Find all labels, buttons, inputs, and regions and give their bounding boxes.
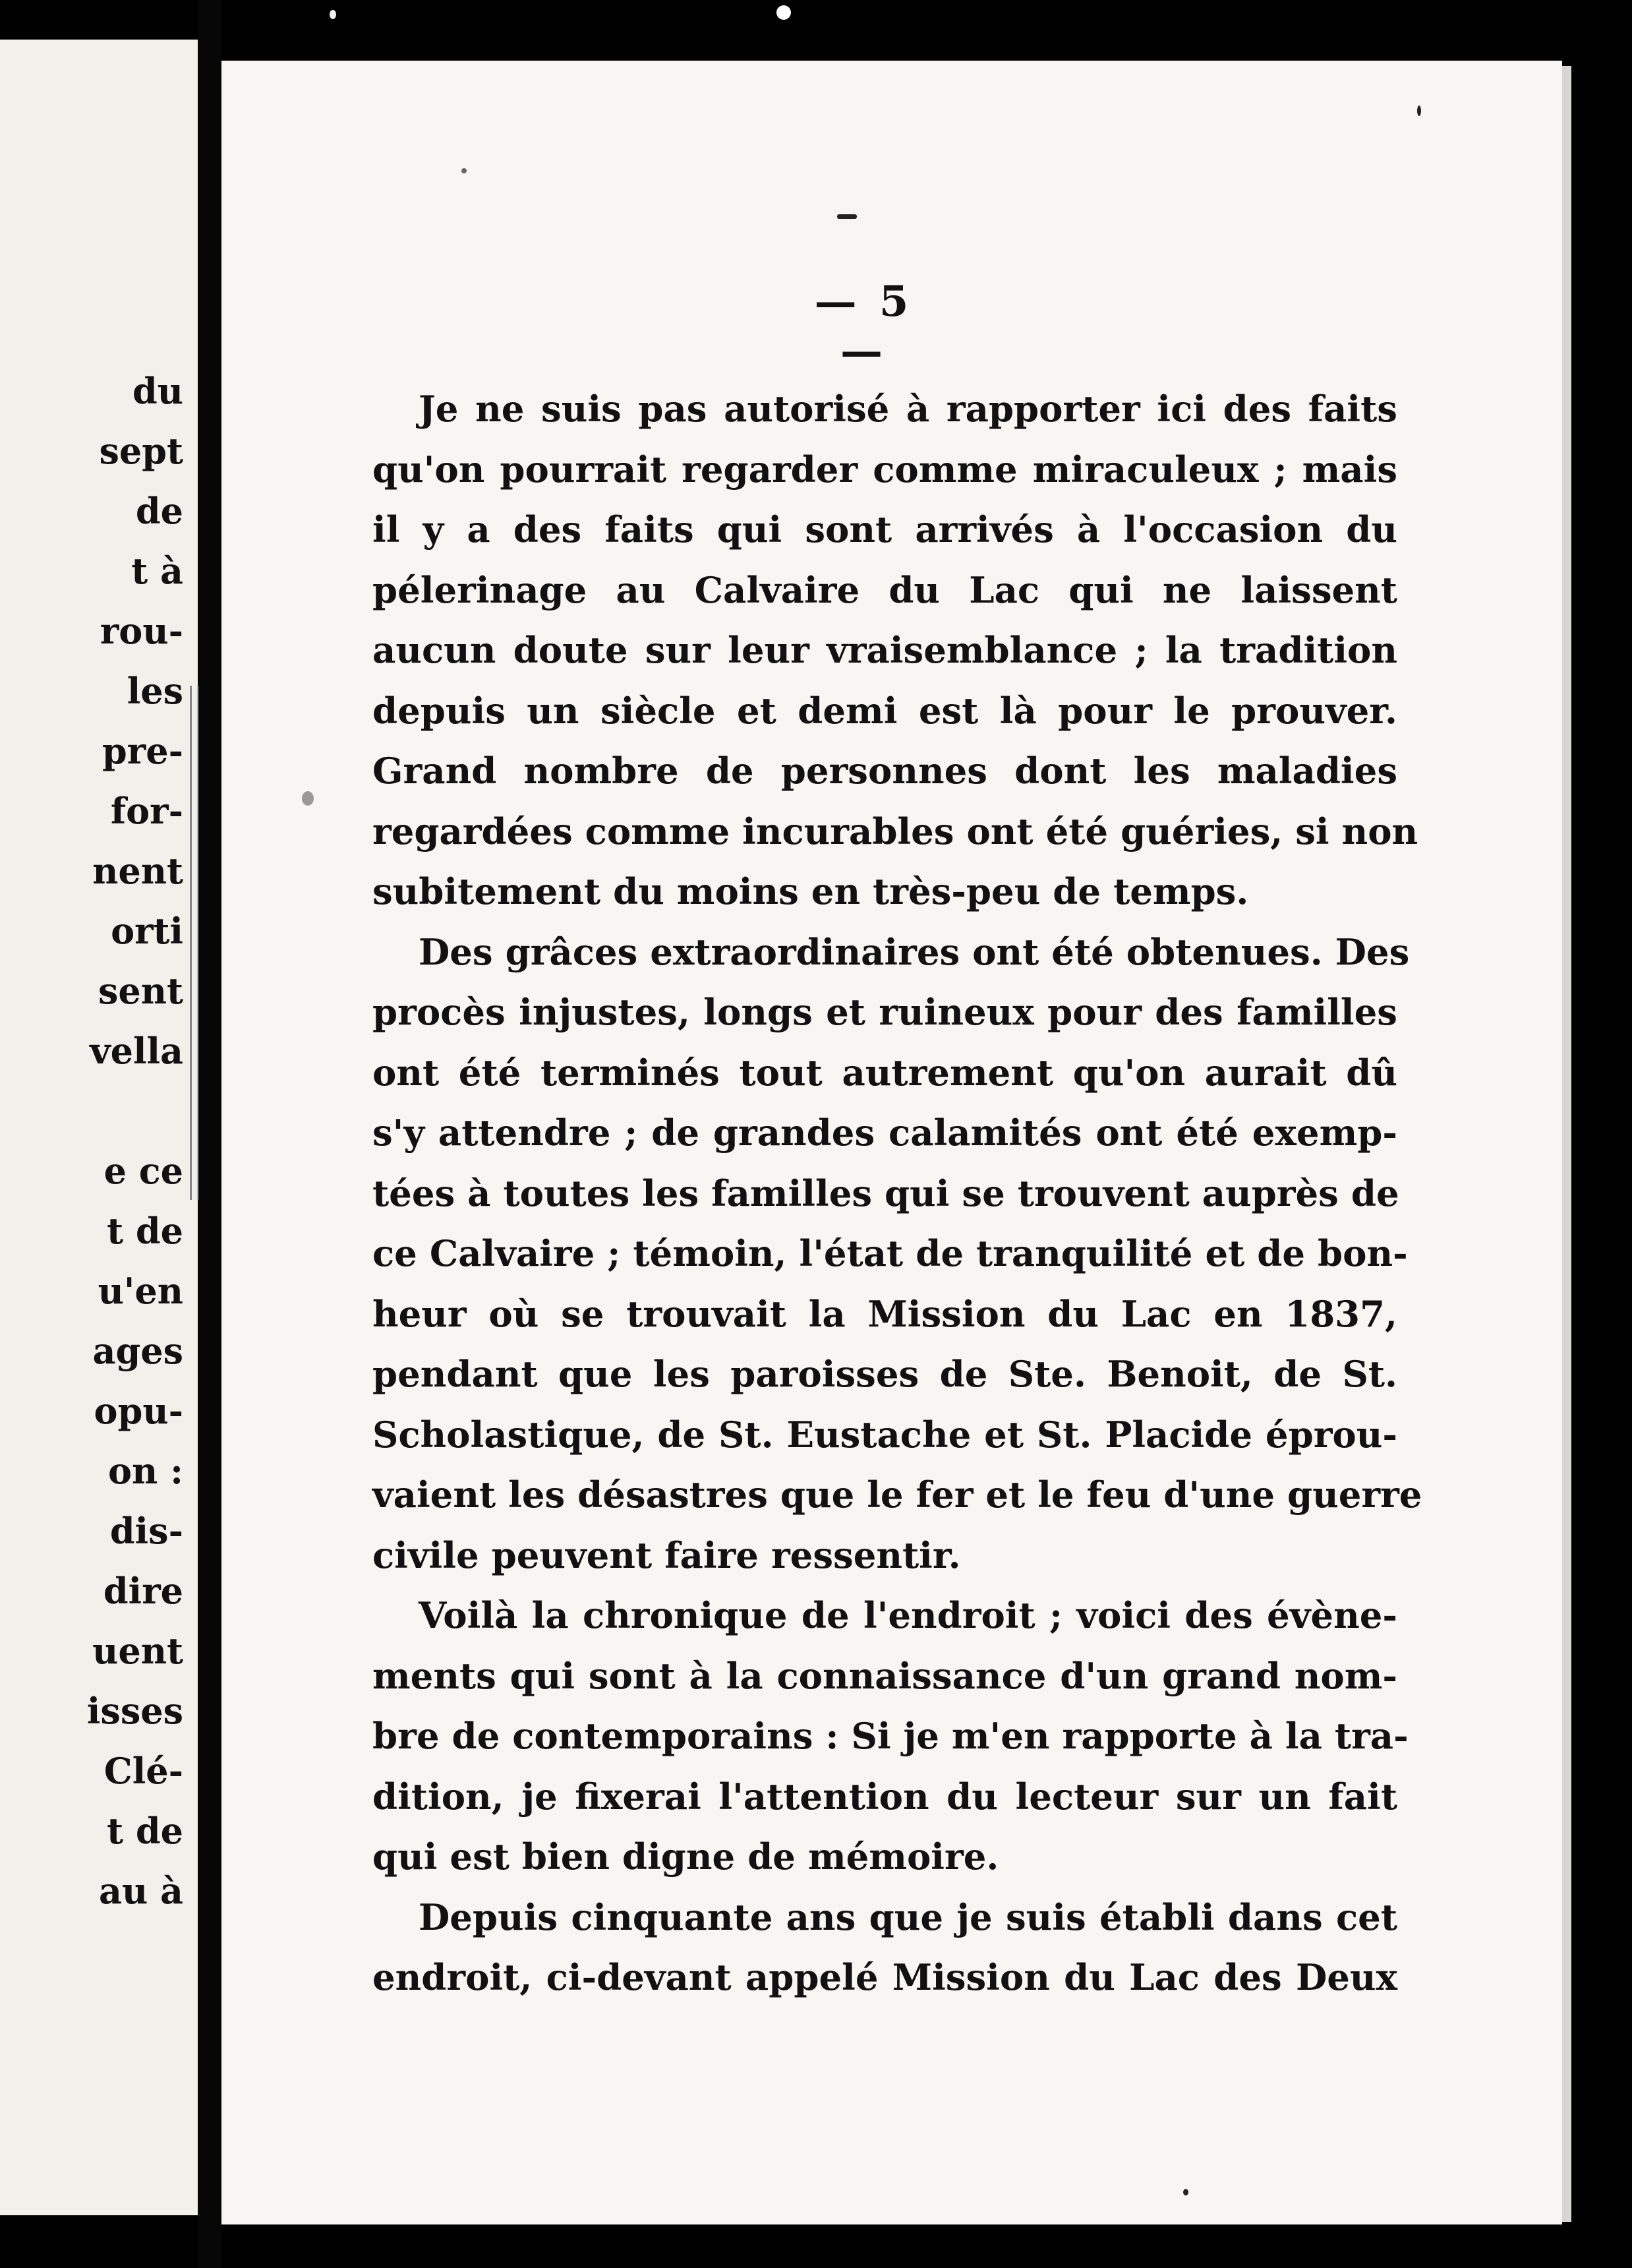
- left-fragment-line: dis-: [109, 1510, 183, 1552]
- text-line: pendant que les paroisses de Ste. Benoit, de St.: [372, 1353, 1397, 1395]
- text-line: Je ne suis pas autorisé à rapporter ici des faits: [419, 388, 1397, 430]
- text-line: Voilà la chronique de l'endroit ; voici des évène-: [419, 1594, 1397, 1636]
- left-fragment-line: les: [127, 670, 183, 712]
- text-line: vaient les désastres que le fer et le feu d'une guerre: [372, 1474, 1422, 1516]
- left-fragment-line: au à: [98, 1870, 183, 1912]
- text-line: Grand nombre de personnes dont les maladies: [372, 750, 1397, 792]
- left-fragment-line: sent: [98, 970, 183, 1012]
- left-fragment-line: vella: [90, 1030, 183, 1072]
- dust-speck: [330, 10, 336, 19]
- left-fragment-line: nent: [92, 850, 183, 892]
- text-line: endroit, ci-devant appelé Mission du Lac des Deux: [372, 1956, 1397, 1998]
- dust-speck: [1183, 2189, 1188, 2195]
- left-fragment-line: pre-: [102, 730, 183, 772]
- text-line: pélerinage au Calvaire du Lac qui ne laissent: [372, 568, 1397, 611]
- page-number: — 5 —: [814, 277, 913, 376]
- text-line: regardées comme incurables ont été guéries, si non: [372, 810, 1418, 852]
- left-fragment-line: rou-: [100, 610, 183, 652]
- text-line: ments qui sont à la connaissance d'un grand nom-: [372, 1654, 1397, 1697]
- text-line: depuis un siècle et demi est là pour le prouver.: [372, 689, 1397, 732]
- text-line: Scholastique, de St. Eustache et St. Placide éprou-: [372, 1413, 1397, 1456]
- left-fragment-line: Clé-: [103, 1750, 183, 1792]
- left-page-text-fragments: [0, 361, 183, 1921]
- left-fragment-line: [0, 1081, 183, 1141]
- left-fragment-line: u'en: [98, 1270, 183, 1312]
- text-line: qu'on pourrait regarder comme miraculeux ; mais: [372, 448, 1397, 491]
- left-fragment-line: sept: [99, 430, 183, 472]
- left-fragment-line: opu-: [94, 1390, 183, 1432]
- left-fragment-line: e ce: [103, 1150, 183, 1192]
- left-fragment-line: on :: [107, 1450, 183, 1492]
- body-text: [372, 379, 1422, 2008]
- text-line: Des grâces extraordinaires ont été obtenues. Des: [419, 930, 1410, 973]
- left-fragment-line: dire: [103, 1570, 183, 1612]
- text-line: qui est bien digne de mémoire.: [372, 1835, 999, 1878]
- text-line: il y a des faits qui sont arrivés à l'occasion du: [372, 508, 1397, 551]
- page-edge: [1562, 66, 1571, 2222]
- book-gutter: [198, 0, 221, 2268]
- left-fragment-line: uent: [92, 1630, 183, 1672]
- left-fragment-line: du: [132, 370, 183, 412]
- left-fragment-line: t de: [107, 1810, 183, 1852]
- text-line: tées à toutes les familles qui se trouvent auprès de: [372, 1172, 1399, 1214]
- text-line: dition, je fixerai l'attention du lecteur sur un fait: [372, 1775, 1397, 1818]
- text-line: bre de contemporains : Si je m'en rapporte à la tra-: [372, 1715, 1409, 1757]
- left-fragment-line: t de: [107, 1210, 183, 1252]
- dust-speck: [302, 791, 314, 806]
- text-line: civile peuvent faire ressentir.: [372, 1534, 961, 1576]
- left-fragment-line: for-: [110, 790, 183, 832]
- dust-speck: [461, 168, 467, 173]
- left-fragment-line: de: [135, 490, 183, 532]
- text-line: procès injustes, longs et ruineux pour des familles: [372, 991, 1397, 1033]
- dust-speck: [1417, 105, 1421, 116]
- left-fragment-line: isses: [86, 1690, 183, 1732]
- text-line: subitement du moins en très-peu de temps.: [372, 870, 1249, 912]
- dust-speck: [776, 5, 791, 20]
- text-line: ce Calvaire ; témoin, l'état de tranquilité et de bon-: [372, 1232, 1408, 1274]
- text-line: s'y attendre ; de grandes calamités ont été exemp-: [372, 1112, 1397, 1154]
- dust-speck: [837, 214, 857, 219]
- text-line: heur où se trouvait la Mission du Lac en 1837,: [372, 1292, 1397, 1335]
- left-fragment-line: t à: [131, 550, 183, 592]
- left-fragment-line: ages: [92, 1330, 183, 1372]
- text-line: ont été terminés tout autrement qu'on aurait dû: [372, 1051, 1397, 1094]
- text-line: aucun doute sur leur vraisemblance ; la tradition: [372, 629, 1397, 671]
- binding-mark: [190, 686, 198, 1200]
- left-fragment-line: orti: [111, 910, 183, 952]
- text-line: Depuis cinquante ans que je suis établi dans cet: [419, 1895, 1397, 1938]
